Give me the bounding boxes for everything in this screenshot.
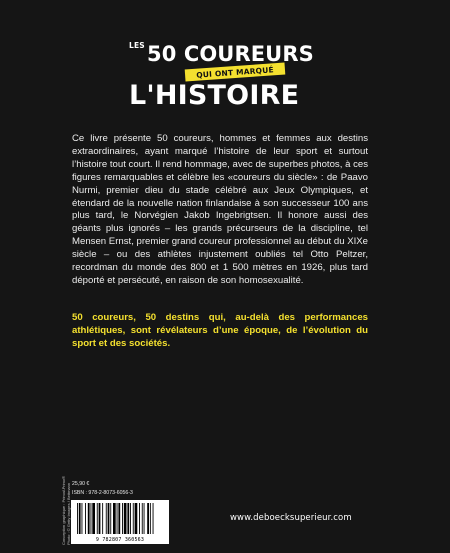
barcode-bar: [99, 503, 101, 534]
barcode-bar: [130, 503, 131, 534]
barcode-bar: [79, 503, 81, 534]
barcode-bar: [142, 503, 143, 534]
barcode-bar: [91, 503, 92, 534]
website-link[interactable]: www.deboecksuperieur.com: [230, 513, 352, 523]
barcode-bar: [144, 503, 145, 534]
barcode-bar: [150, 503, 151, 534]
isbn-label: ISBN : 978-2-8073-6056-3: [72, 490, 133, 496]
barcode-bar: [133, 503, 134, 534]
barcode-bar: [147, 503, 149, 534]
title-histoire: L'HISTOIRE: [129, 80, 300, 111]
barcode-bar: [110, 503, 111, 534]
barcode-bar: [82, 503, 83, 534]
barcode-digits: 9 782807 360563: [95, 537, 145, 543]
barcode: [71, 500, 169, 544]
barcode-bar: [117, 503, 118, 534]
barcode-bar: [139, 503, 140, 534]
barcode-bar: [97, 503, 98, 534]
barcode-bar: [113, 503, 116, 534]
barcode-bar: [135, 503, 138, 534]
description-text: Ce livre présente 50 coureurs, hommes et femmes aux destins extraordinaires, ayant marqué l’histoire de leur sport et surtout l’histoire tout court. Il rend hommage, avec de superbes photos, à ces figures remarquables et célèbre les «coureurs du siècle» : de Paavo Nurmi, premier dieu du stade célébré aux Jeux Olympiques, et étendard de la nouvelle nation finlandaise à son successeur 100 ans plus tard, le Norvégien Jakob Ingebrigtsen. Il honore aussi des géants plus ignorés – les grands précurseurs de la discipline, tel Mensen Ernst, premier grand coureur professionnel au début du XIXe siècle – ou des athlètes injustement oubliés tel Otto Peltzer, recordman du monde des 800 et 1 500 mètres en 1926, plus tard déporté et persécuté, en raison de son homosexualité.: [72, 133, 368, 286]
title-les: LES: [129, 41, 145, 50]
barcode-bar: [88, 503, 90, 534]
design-credits: [61, 476, 71, 545]
highlight-text: 50 coureurs, 50 destins qui, au-delà des performances athlétiques, sont révélateurs d’une époque, de l’évolution du sport et des sociétés.: [72, 312, 368, 350]
barcode-bar: [106, 503, 107, 534]
barcode-bar: [92, 503, 95, 534]
barcode-bar: [77, 503, 78, 534]
credits-line-photo: Photo : © Getty Images / Bettmann: [66, 482, 71, 545]
barcode-bar: [102, 503, 103, 534]
credits-line-design: Conception graphique : PrimoAPrimo®: [61, 476, 66, 545]
barcode-bar: [85, 503, 86, 534]
price-label: 25,90 €: [72, 481, 90, 487]
title-main: 50 COUREURS: [147, 42, 314, 66]
barcode-bar: [108, 503, 110, 534]
barcode-bar: [118, 503, 120, 534]
barcode-bar: [124, 503, 127, 534]
barcode-bars: [71, 500, 169, 536]
barcode-bar: [153, 503, 154, 534]
barcode-bar: [127, 503, 129, 534]
title-tag-text: QUI ONT MARQUÉ: [195, 64, 275, 80]
barcode-bar: [122, 503, 123, 534]
book-title: [0, 0, 450, 112]
